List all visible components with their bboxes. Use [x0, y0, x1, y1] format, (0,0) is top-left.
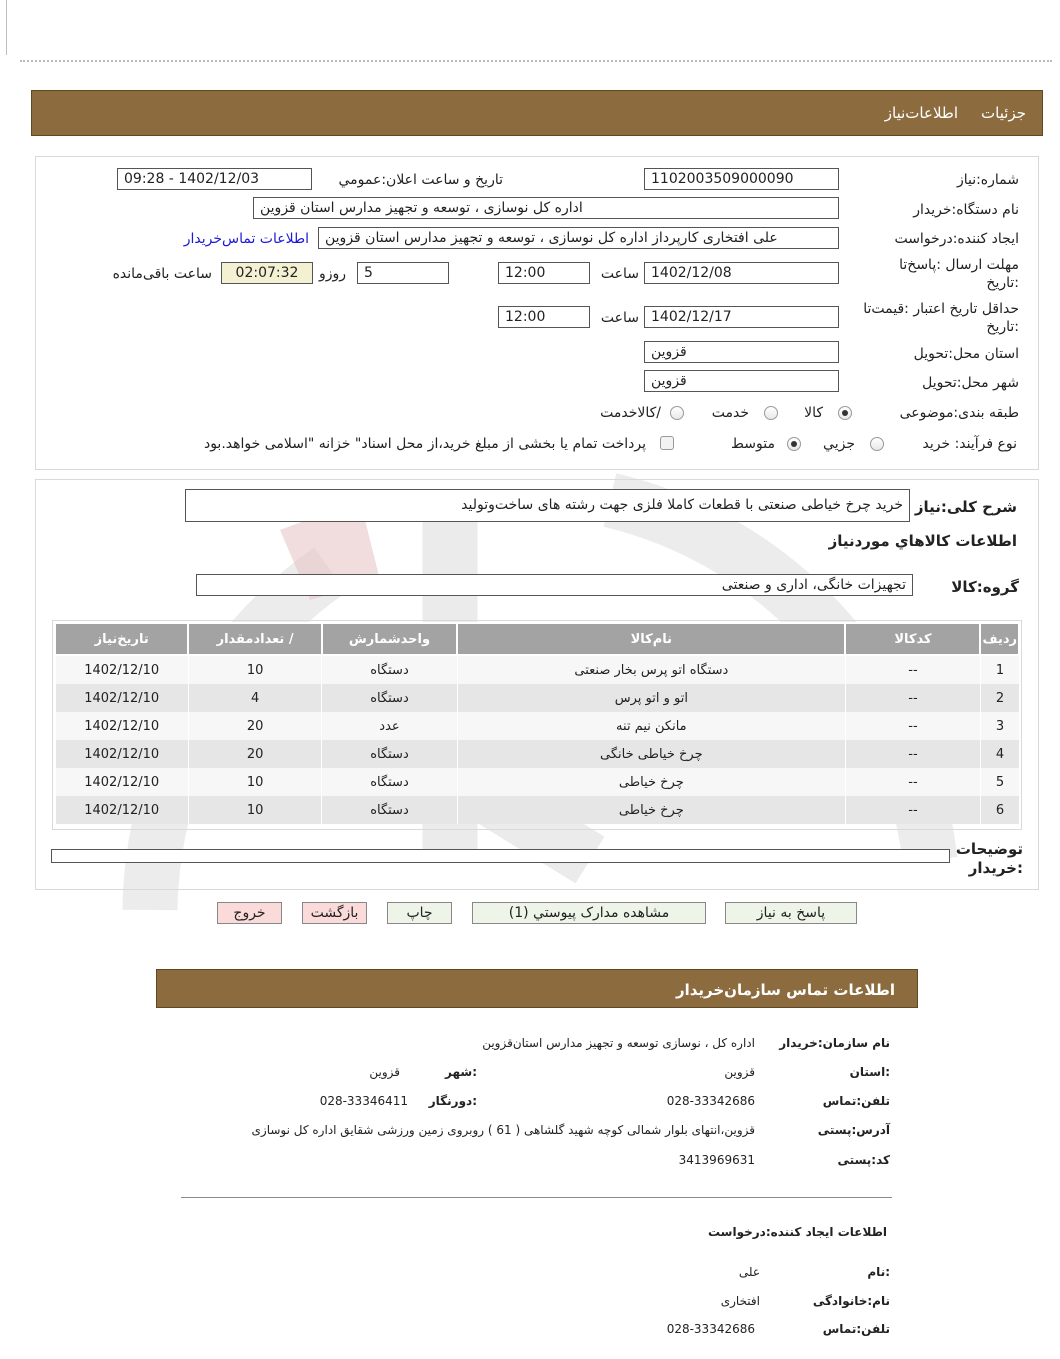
item-unit: دستگاه — [322, 796, 457, 824]
buyer-notes-label-1: توضیحات — [955, 840, 1023, 858]
item-quantity: 20 — [188, 712, 321, 740]
validity-time-field: 12:00 — [498, 306, 590, 328]
item-name: چرخ خیاطی — [457, 796, 845, 824]
col-header-item-name: نام‌کالا — [457, 623, 845, 655]
creator-name-label: :نام — [867, 1265, 890, 1279]
buyer-notes-field — [51, 849, 950, 863]
left-border — [6, 0, 7, 55]
contact-province-value: قزوین — [724, 1065, 755, 1079]
treasury-payment-note: پرداخت تمام یا بخشی از مبلغ خرید،از محل اسناد" خزانه "اسلامی خواهد.بود — [203, 436, 646, 452]
item-name: چرخ خیاطی — [457, 768, 845, 796]
contact-address-value: قزوین،انتهای بلوار شمالی کوچه شهید گلشاهی ( 61 ) روبروی زمین ورزشی شقایق اداره کل نوسازی — [251, 1123, 755, 1137]
creator-family-value: افتخاری — [720, 1294, 760, 1308]
row-number: 5 — [980, 768, 1019, 796]
table-row — [55, 684, 1019, 712]
item-unit: دستگاه — [322, 684, 457, 712]
contact-province-label: :استان — [849, 1065, 890, 1079]
item-quantity: 10 — [188, 655, 321, 684]
delivery-city-field: قزوین — [644, 370, 839, 392]
item-unit: عدد — [322, 712, 457, 740]
item-need-date: 1402/12/10 — [55, 655, 188, 684]
days-label: روزو — [318, 266, 346, 282]
contact-fax-label: :دورنگار — [428, 1094, 477, 1108]
view-attachments-button[interactable]: مشاهده مدارک پیوستي (1) — [472, 902, 706, 924]
table-row — [55, 768, 1019, 796]
creator-label: ایجاد کننده:درخواست — [894, 231, 1019, 247]
creator-phone-value: 028-33342686 — [666, 1322, 755, 1336]
contact-city-value: قزوین — [369, 1065, 400, 1079]
item-need-date: 1402/12/10 — [55, 712, 188, 740]
buyer-notes-label-2: :خریدار — [968, 859, 1023, 877]
remaining-days-field: 5 — [357, 262, 449, 284]
table-row — [55, 712, 1019, 740]
category-both-radio[interactable] — [670, 406, 684, 420]
category-service-radio[interactable] — [764, 406, 778, 420]
item-code: -- — [845, 768, 980, 796]
row-number: 4 — [980, 740, 1019, 768]
item-quantity: 10 — [188, 796, 321, 824]
validity-time-label: ساعت — [600, 310, 639, 326]
process-medium-label: متوسط — [731, 436, 775, 452]
announce-datetime-field: 1402/12/03 - 09:28 — [117, 168, 312, 190]
item-quantity: 20 — [188, 740, 321, 768]
validity-label-2: :تاریخ — [986, 319, 1019, 335]
row-number: 3 — [980, 712, 1019, 740]
process-partial-radio[interactable] — [870, 437, 884, 451]
deadline-label-1: مهلت ارسال :پاسخ‌تا — [899, 257, 1019, 273]
contact-city-label: :شهر — [445, 1065, 477, 1079]
need-number-label: شماره:نیاز — [956, 172, 1019, 188]
row-number: 1 — [980, 655, 1019, 684]
contact-title: اطلاعات تماس سازمان‌خریدار — [675, 981, 895, 999]
col-header-unit: واحدشمارش — [322, 623, 457, 655]
process-medium-radio[interactable] — [787, 437, 801, 451]
col-header-item-code: کدکالا — [845, 623, 980, 655]
delivery-province-field: قزوین — [644, 341, 839, 363]
item-name: چرخ خیاطی خانگی — [457, 740, 845, 768]
back-button[interactable]: بازگشت — [302, 902, 367, 924]
item-code: -- — [845, 740, 980, 768]
item-code: -- — [845, 684, 980, 712]
goods-group-label: گروه:کالا — [951, 578, 1019, 596]
table-row — [55, 655, 1019, 684]
item-need-date: 1402/12/10 — [55, 740, 188, 768]
validity-date-field: 1402/12/17 — [644, 306, 839, 328]
creator-phone-label: تلفن:تماس — [822, 1322, 890, 1336]
row-number: 2 — [980, 684, 1019, 712]
reply-button[interactable]: پاسخ به نیاز — [725, 902, 857, 924]
creator-name-value: علی — [738, 1265, 760, 1279]
item-code: -- — [845, 655, 980, 684]
item-code: -- — [845, 712, 980, 740]
buyer-contact-link[interactable]: اطلاعات تماس‌خریدار — [183, 231, 309, 247]
item-unit: دستگاه — [322, 768, 457, 796]
contact-header-bar — [156, 969, 918, 1008]
contact-fax-value: 028-33346411 — [319, 1094, 408, 1108]
col-header-quantity: / تعدادمقدار — [188, 623, 321, 655]
category-goods-radio[interactable] — [838, 406, 852, 420]
need-summary-label: شرح کلی:نیاز — [914, 498, 1017, 516]
category-service-label: خدمت — [711, 405, 749, 421]
validity-label-1: حداقل تاریخ اعتبار :قیمت‌تا — [863, 301, 1019, 317]
treasury-payment-checkbox[interactable] — [660, 436, 674, 450]
row-number: 6 — [980, 796, 1019, 824]
need-number-field: 1102003509000090 — [644, 168, 839, 190]
contact-postal-label: کد:پستی — [837, 1153, 890, 1167]
buyer-org-label: نام دستگاه:خریدار — [913, 202, 1019, 218]
creator-info-title: اطلاعات ایجاد کننده:درخواست — [707, 1225, 887, 1239]
deadline-time-field: 12:00 — [498, 262, 590, 284]
item-quantity: 4 — [188, 684, 321, 712]
item-name: دستگاه اتو پرس بخار صنعتی — [457, 655, 845, 684]
contact-phone-label: تلفن:تماس — [822, 1094, 890, 1108]
contact-org-label: نام سازمان:خریدار — [779, 1036, 890, 1050]
contact-phone-value: 028-33342686 — [666, 1094, 755, 1108]
item-need-date: 1402/12/10 — [55, 796, 188, 824]
process-type-label: نوع فرآیند: خرید — [922, 436, 1017, 452]
print-button[interactable]: چاپ — [387, 902, 452, 924]
tab-need-info[interactable]: اطلاعات‌نیاز — [884, 104, 958, 122]
need-summary-field: خرید چرخ خیاطی صنعتی با قطعات کاملا فلزی جهت رشته های ساخت‌وتولید — [185, 489, 910, 522]
item-need-date: 1402/12/10 — [55, 684, 188, 712]
table-row — [55, 740, 1019, 768]
details-header-bar — [31, 90, 1043, 136]
item-unit: دستگاه — [322, 740, 457, 768]
item-quantity: 10 — [188, 768, 321, 796]
item-unit: دستگاه — [322, 655, 457, 684]
delivery-city-label: شهر محل:تحویل — [922, 375, 1019, 391]
item-name: مانکن نیم تنه — [457, 712, 845, 740]
creator-field: علی افتخاری کارپرداز اداره کل نوسازی ، توسعه و تجهیز مدارس استان قزوین — [318, 227, 839, 249]
item-name: اتو و اتو پرس — [457, 684, 845, 712]
table-row — [55, 796, 1019, 824]
top-dotted-divider — [20, 60, 1052, 62]
col-header-need-date: تاریخ‌نیاز — [55, 623, 188, 655]
exit-button[interactable]: خروج — [217, 902, 282, 924]
goods-group-field: تجهیزات خانگی، اداری و صنعتی — [196, 574, 913, 596]
goods-info-title: اطلاعات کالاهاي موردنياز — [828, 532, 1017, 550]
col-header-row-number: ردیف — [980, 623, 1019, 655]
contact-org-value: اداره کل ، نوسازی توسعه و تجهیز مدارس استان‌قزوین — [482, 1036, 755, 1050]
contact-postal-value: 3413969631 — [678, 1153, 755, 1167]
category-goods-label: کالا — [804, 405, 823, 421]
deadline-time-label: ساعت — [600, 266, 639, 282]
creator-family-label: نام:خانوادگی — [812, 1294, 890, 1308]
process-partial-label: جزيي — [823, 436, 855, 452]
contact-divider — [181, 1197, 892, 1198]
announce-datetime-label: تاریخ و ساعت اعلان:عمومي — [338, 172, 503, 188]
deadline-date-field: 1402/12/08 — [644, 262, 839, 284]
table-header-row — [55, 623, 1019, 655]
category-both-label: /کالاخدمت — [600, 405, 661, 421]
item-need-date: 1402/12/10 — [55, 768, 188, 796]
remaining-time-label: ساعت باقی‌مانده — [112, 266, 212, 282]
tab-details[interactable]: جزئیات — [981, 104, 1026, 122]
buyer-org-field: اداره کل نوسازی ، توسعه و تجهیز مدارس استان قزوین — [253, 197, 839, 219]
item-code: -- — [845, 796, 980, 824]
contact-address-label: آدرس:پستی — [817, 1123, 890, 1137]
category-label: طبقه بندی:موضوعی — [899, 405, 1019, 421]
remaining-time-field: 02:07:32 — [221, 262, 313, 284]
delivery-province-label: استان محل:تحویل — [913, 346, 1019, 362]
items-table — [54, 622, 1020, 824]
deadline-label-2: :تاریخ — [986, 275, 1019, 291]
